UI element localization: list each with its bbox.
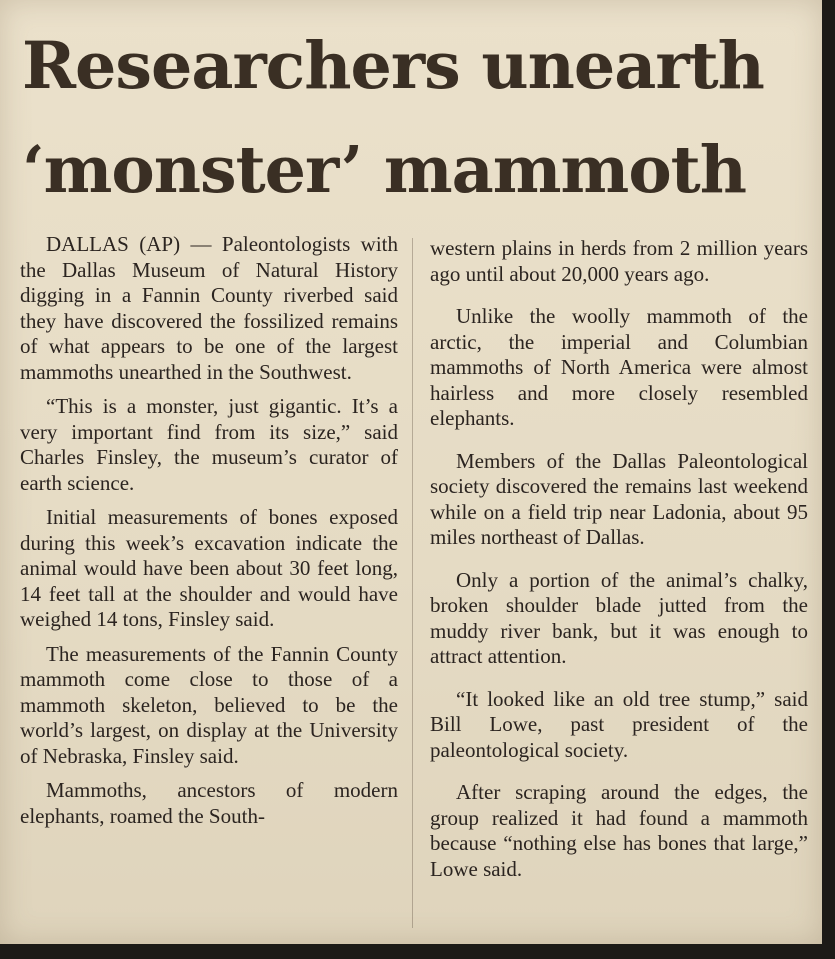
paragraph: “It looked like an old tree stump,” said Bill Lowe, past president of the paleontological society.	[430, 686, 808, 762]
paragraph: Only a portion of the animal’s chalky, broken shoulder blade jutted from the muddy river bank, but it was enough to attract attention.	[430, 567, 808, 668]
paragraph: Members of the Dallas Paleontological society discovered the remains last weekend while on a field trip near Ladonia, about 95 miles northeast of Dallas.	[430, 448, 808, 549]
paragraph: Initial measurements of bones exposed during this week’s excavation indicate the animal would have been about 30 feet long, 14 feet tall at the shoulder and would have weighed 14 tons, Finsley said.	[20, 505, 398, 631]
column-divider	[412, 238, 413, 928]
right-column	[430, 236, 808, 899]
paragraph: DALLAS (AP) — Paleontologists with the Dallas Museum of Natural History digging in a Fannin County riverbed said they have discovered the fossilized remains of what appears to be one of the largest mammoths unearthed in the Southwest.	[20, 232, 398, 384]
paragraph: western plains in herds from 2 million years ago until about 20,000 years ago.	[430, 236, 808, 286]
paragraph: The measurements of the Fannin County mammoth come close to those of a mammoth skeleton, believed to be the world’s largest, on display at the University of Nebraska, Finsley said.	[20, 641, 398, 768]
paragraph: “This is a monster, just gigantic. It’s a very important find from its size,” said Charles Finsley, the museum’s curator of earth science.	[20, 394, 398, 495]
paragraph: Mammoths, ancestors of modern elephants, roamed the South-	[20, 778, 398, 828]
left-column	[20, 232, 398, 838]
paragraph: Unlike the woolly mammoth of the arctic, the imperial and Columbian mammoths of North America were almost hairless and more closely resembled elephants.	[430, 304, 808, 430]
paragraph: After scraping around the edges, the group realized it had found a mammoth because “nothing else has bones that large,” Lowe said.	[430, 780, 808, 881]
headline: Researchers unearth ‘monster’ mammoth	[22, 28, 764, 208]
